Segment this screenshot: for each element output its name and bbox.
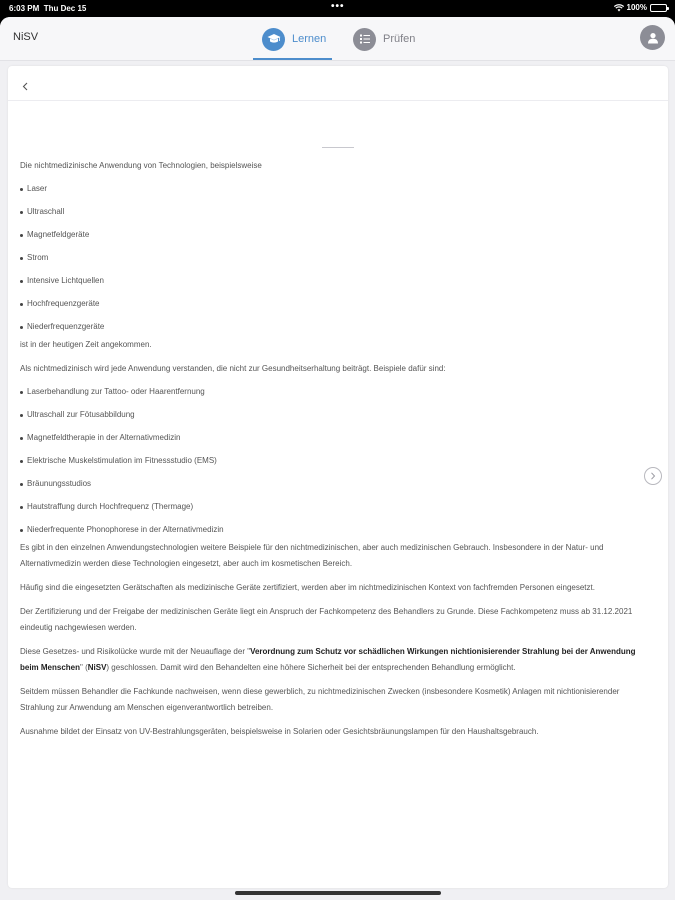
list-item: Ultraschall zur Fötusabbildung: [20, 407, 652, 430]
list-item: Laser: [20, 181, 652, 204]
list-item: Niederfrequente Phonophorese in der Alternativmedizin: [20, 522, 652, 545]
tab-pruefen-label: Prüfen: [383, 33, 416, 45]
technology-list: [20, 181, 652, 342]
account-button[interactable]: [640, 25, 665, 50]
app-brand: NiSV: [13, 31, 39, 43]
battery-icon: [650, 4, 667, 12]
home-indicator[interactable]: [235, 891, 441, 895]
paragraph: ist in der heutigen Zeit angekommen.: [20, 340, 152, 349]
list-item: Elektrische Muskelstimulation im Fitnessstudio (EMS): [20, 453, 652, 476]
app-window: [0, 17, 675, 900]
title-rule: [322, 147, 354, 148]
paragraph: Seitdem müssen Behandler die Fachkunde nachweisen, wenn diese gewerblich, zu nichtmedizinischen Zwecken (insbesondere Kosmetik) Anlagen mit nichtionisierender Strahlung zur Anwendung am Menschen eigenverantwortlich betreiben.: [20, 687, 620, 712]
checklist-icon: [353, 28, 376, 51]
list-item: Magnetfeldtherapie in der Alternativmedizin: [20, 430, 652, 453]
article-body: [20, 158, 652, 748]
list-item: Strom: [20, 250, 652, 273]
top-nav: [0, 17, 675, 61]
list-item: Intensive Lichtquellen: [20, 273, 652, 296]
paragraph: Ausnahme bildet der Einsatz von UV-Bestrahlungsgeräten, beispielsweise in Solarien oder Gesichtsbräunungslampen für den Haushaltsgebrauch.: [20, 727, 539, 736]
list-item: Niederfrequenzgeräte: [20, 319, 652, 342]
list-item: Laserbehandlung zur Tattoo- oder Haarentfernung: [20, 384, 652, 407]
status-bar: [0, 0, 675, 17]
next-page-button[interactable]: [644, 467, 662, 485]
user-icon: [647, 32, 659, 44]
paragraph: Der Zertifizierung und der Freigabe der medizinischen Geräte liegt ein Anspruch der Fachkompetenz des Behandlers zu Grunde. Diese Fachkompetenz muss ab 31.12.2021 eindeutig nachgewiesen werden.: [20, 607, 633, 632]
status-right: [614, 3, 667, 12]
list-item: Hochfrequenzgeräte: [20, 296, 652, 319]
list-item: Magnetfeldgeräte: [20, 227, 652, 250]
list-item: Hautstraffung durch Hochfrequenz (Thermage): [20, 499, 652, 522]
paragraph: Als nichtmedizinisch wird jede Anwendung verstanden, die nicht zur Gesundheitserhaltung beiträgt. Beispiele dafür sind:: [20, 364, 446, 373]
list-item: Ultraschall: [20, 204, 652, 227]
regulation-title: Verordnung zum Schutz vor schädlichen Wirkungen nichtionisierender Strahlung bei der Anwendung beim Menschen: [20, 647, 636, 672]
chevron-right-icon: [650, 472, 656, 480]
paragraph: Häufig sind die eingesetzten Gerätschaften als medizinische Geräte zertifiziert, werden aber im nichtmedizinischen Kontext von fachfremden Personen eingesetzt.: [20, 583, 595, 592]
header-divider: [8, 100, 668, 101]
tab-lernen-label: Lernen: [292, 33, 327, 45]
tab-pruefen[interactable]: [353, 25, 415, 53]
paragraph: Es gibt in den einzelnen Anwendungstechnologien weitere Beispiele für den nichtmedizinischen, aber auch medizinischen Gebrauch. Insbesondere in der Natur- und Alternativmedizin werden diese Technologien eingesetzt, aber auch im kosmetischen Bereich.: [20, 543, 604, 568]
tab-lernen[interactable]: [262, 25, 326, 53]
paragraph-nisv: Diese Gesetzes- und Risikolücke wurde mit der Neuauflage der "Verordnung zum Schutz vor schädlichen Wirkungen nichtionisierender Strahlung bei der Anwendung beim Menschen" (NiSV) geschlossen. Damit wird den Behandelten eine höhere Sicherheit bei der entsprechenden Behandlung ermöglicht.: [20, 647, 636, 672]
graduation-cap-icon: [262, 28, 285, 51]
content-card: [8, 66, 668, 888]
status-time: 6:03 PM Thu Dec 15: [9, 4, 87, 13]
battery-percent: 100%: [626, 3, 647, 12]
chevron-left-icon: [22, 82, 28, 91]
multitasking-dots[interactable]: •••: [331, 1, 345, 12]
back-button[interactable]: [15, 76, 35, 96]
article-intro: Die nichtmedizinische Anwendung von Technologien, beispielsweise: [20, 161, 262, 170]
list-item: Bräunungsstudios: [20, 476, 652, 499]
active-tab-indicator: [253, 58, 332, 60]
examples-list: [20, 384, 652, 545]
wifi-icon: [614, 4, 624, 12]
regulation-abbr: NiSV: [87, 663, 107, 672]
